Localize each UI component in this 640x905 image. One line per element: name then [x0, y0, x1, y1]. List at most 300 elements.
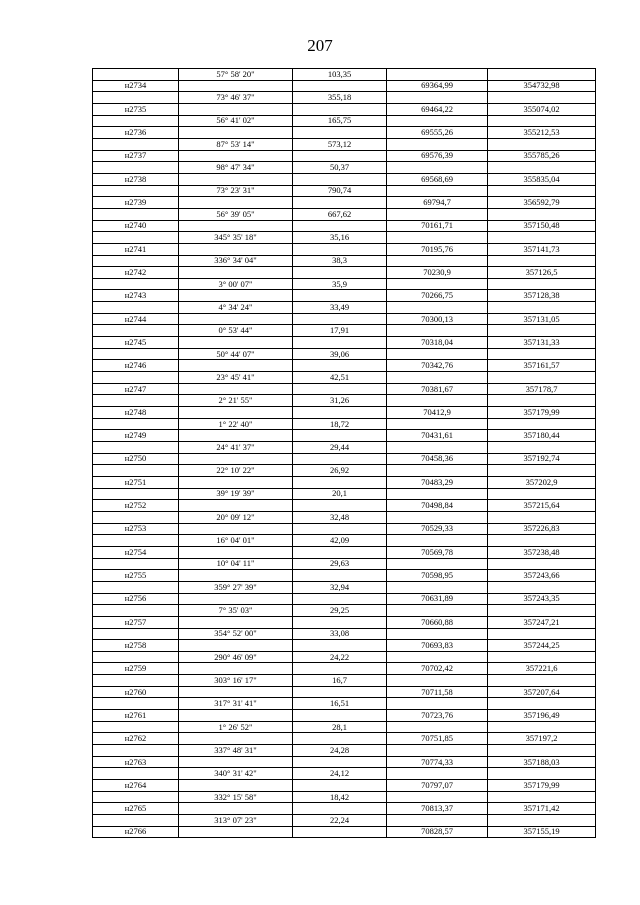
- segment-length-cell: [293, 220, 387, 232]
- segment-length-cell: 17,91: [293, 325, 387, 337]
- point-name-cell: [93, 115, 179, 127]
- point-name-cell: н2735: [93, 103, 179, 115]
- point-name-cell: н2765: [93, 803, 179, 815]
- y-coordinate-cell: 357180,44: [488, 430, 596, 442]
- segment-row: [93, 185, 596, 197]
- direction-angle-cell: 24° 41' 37": [179, 442, 293, 454]
- x-coordinate-cell: 70300,13: [387, 313, 488, 325]
- point-name-cell: н2759: [93, 663, 179, 675]
- segment-length-cell: [293, 640, 387, 652]
- segment-length-cell: 24,28: [293, 745, 387, 757]
- point-row: [93, 803, 596, 815]
- page-number: 207: [307, 36, 333, 55]
- direction-angle-cell: [179, 710, 293, 722]
- y-coordinate-cell: [488, 605, 596, 617]
- y-coordinate-cell: 357171,42: [488, 803, 596, 815]
- x-coordinate-cell: [387, 791, 488, 803]
- y-coordinate-cell: 357226,83: [488, 523, 596, 535]
- segment-length-cell: 18,42: [293, 791, 387, 803]
- x-coordinate-cell: 70529,33: [387, 523, 488, 535]
- segment-length-cell: 667,62: [293, 208, 387, 220]
- y-coordinate-cell: 354732,98: [488, 80, 596, 92]
- x-coordinate-cell: 70813,37: [387, 803, 488, 815]
- direction-angle-cell: [179, 80, 293, 92]
- x-coordinate-cell: 70631,89: [387, 593, 488, 605]
- point-row: [93, 383, 596, 395]
- point-name-cell: [93, 698, 179, 710]
- x-coordinate-cell: [387, 92, 488, 104]
- x-coordinate-cell: 70828,57: [387, 826, 488, 838]
- segment-length-cell: 103,35: [293, 69, 387, 81]
- point-name-cell: н2755: [93, 570, 179, 582]
- point-name-cell: н2741: [93, 243, 179, 255]
- x-coordinate-cell: 70266,75: [387, 290, 488, 302]
- y-coordinate-cell: 357221,6: [488, 663, 596, 675]
- point-name-cell: [93, 488, 179, 500]
- x-coordinate-cell: 69794,7: [387, 197, 488, 209]
- y-coordinate-cell: 357238,48: [488, 546, 596, 558]
- segment-row: [93, 162, 596, 174]
- direction-angle-cell: 354° 52' 00": [179, 628, 293, 640]
- point-name-cell: н2751: [93, 476, 179, 488]
- segment-length-cell: 38,3: [293, 255, 387, 267]
- x-coordinate-cell: [387, 651, 488, 663]
- point-name-cell: н2745: [93, 337, 179, 349]
- point-name-cell: [93, 721, 179, 733]
- point-row: [93, 220, 596, 232]
- point-name-cell: н2754: [93, 546, 179, 558]
- point-row: [93, 546, 596, 558]
- point-name-cell: н2761: [93, 710, 179, 722]
- x-coordinate-cell: 70797,07: [387, 780, 488, 792]
- point-name-cell: [93, 185, 179, 197]
- direction-angle-cell: 87° 53' 14": [179, 138, 293, 150]
- point-row: [93, 267, 596, 279]
- x-coordinate-cell: 69555,26: [387, 127, 488, 139]
- x-coordinate-cell: [387, 325, 488, 337]
- direction-angle-cell: 7° 35' 03": [179, 605, 293, 617]
- point-name-cell: н2760: [93, 686, 179, 698]
- point-name-cell: н2763: [93, 756, 179, 768]
- y-coordinate-cell: [488, 302, 596, 314]
- y-coordinate-cell: 355835,04: [488, 173, 596, 185]
- segment-length-cell: [293, 173, 387, 185]
- y-coordinate-cell: 357161,57: [488, 360, 596, 372]
- x-coordinate-cell: 70774,33: [387, 756, 488, 768]
- point-row: [93, 616, 596, 628]
- segment-length-cell: [293, 476, 387, 488]
- point-row: [93, 710, 596, 722]
- segment-length-cell: 165,75: [293, 115, 387, 127]
- x-coordinate-cell: 69568,69: [387, 173, 488, 185]
- y-coordinate-cell: 357207,64: [488, 686, 596, 698]
- direction-angle-cell: 4° 34' 24": [179, 302, 293, 314]
- y-coordinate-cell: [488, 115, 596, 127]
- x-coordinate-cell: 70723,76: [387, 710, 488, 722]
- segment-row: [93, 768, 596, 780]
- segment-row: [93, 581, 596, 593]
- x-coordinate-cell: [387, 488, 488, 500]
- y-coordinate-cell: 357128,38: [488, 290, 596, 302]
- point-row: [93, 150, 596, 162]
- direction-angle-cell: 3° 00' 07": [179, 278, 293, 290]
- y-coordinate-cell: [488, 372, 596, 384]
- point-row: [93, 407, 596, 419]
- point-name-cell: [93, 418, 179, 430]
- x-coordinate-cell: [387, 768, 488, 780]
- point-name-cell: [93, 232, 179, 244]
- direction-angle-cell: [179, 197, 293, 209]
- y-coordinate-cell: 357150,48: [488, 220, 596, 232]
- y-coordinate-cell: [488, 69, 596, 81]
- y-coordinate-cell: 357243,66: [488, 570, 596, 582]
- segment-length-cell: 573,12: [293, 138, 387, 150]
- point-name-cell: [93, 255, 179, 267]
- segment-length-cell: [293, 197, 387, 209]
- point-row: [93, 523, 596, 535]
- x-coordinate-cell: 70431,61: [387, 430, 488, 442]
- direction-angle-cell: 337° 48' 31": [179, 745, 293, 757]
- direction-angle-cell: [179, 150, 293, 162]
- point-name-cell: [93, 465, 179, 477]
- x-coordinate-cell: 70483,29: [387, 476, 488, 488]
- y-coordinate-cell: [488, 628, 596, 640]
- segment-row: [93, 675, 596, 687]
- direction-angle-cell: [179, 173, 293, 185]
- segment-length-cell: [293, 546, 387, 558]
- segment-length-cell: [293, 103, 387, 115]
- y-coordinate-cell: 357131,33: [488, 337, 596, 349]
- segment-length-cell: [293, 803, 387, 815]
- point-name-cell: [93, 768, 179, 780]
- segment-row: [93, 558, 596, 570]
- y-coordinate-cell: 355212,53: [488, 127, 596, 139]
- x-coordinate-cell: [387, 278, 488, 290]
- direction-angle-cell: [179, 756, 293, 768]
- direction-angle-cell: [179, 407, 293, 419]
- direction-angle-cell: [179, 663, 293, 675]
- segment-length-cell: [293, 360, 387, 372]
- segment-length-cell: 28,1: [293, 721, 387, 733]
- segment-length-cell: [293, 733, 387, 745]
- y-coordinate-cell: [488, 442, 596, 454]
- direction-angle-cell: 345° 35' 18": [179, 232, 293, 244]
- segment-length-cell: 24,22: [293, 651, 387, 663]
- x-coordinate-cell: 70195,76: [387, 243, 488, 255]
- direction-angle-cell: [179, 383, 293, 395]
- x-coordinate-cell: 69576,39: [387, 150, 488, 162]
- point-row: [93, 430, 596, 442]
- point-row: [93, 593, 596, 605]
- point-name-cell: [93, 138, 179, 150]
- direction-angle-cell: 313° 07' 23": [179, 815, 293, 827]
- y-coordinate-cell: [488, 208, 596, 220]
- point-name-cell: [93, 581, 179, 593]
- y-coordinate-cell: [488, 558, 596, 570]
- direction-angle-cell: 10° 04' 11": [179, 558, 293, 570]
- point-row: [93, 313, 596, 325]
- x-coordinate-cell: [387, 745, 488, 757]
- segment-length-cell: [293, 756, 387, 768]
- segment-row: [93, 815, 596, 827]
- point-row: [93, 640, 596, 652]
- point-name-cell: н2747: [93, 383, 179, 395]
- x-coordinate-cell: 70693,83: [387, 640, 488, 652]
- direction-angle-cell: [179, 453, 293, 465]
- segment-length-cell: [293, 570, 387, 582]
- x-coordinate-cell: 70498,84: [387, 500, 488, 512]
- y-coordinate-cell: [488, 535, 596, 547]
- segment-length-cell: 22,24: [293, 815, 387, 827]
- segment-row: [93, 418, 596, 430]
- segment-length-cell: [293, 616, 387, 628]
- x-coordinate-cell: 70412,9: [387, 407, 488, 419]
- segment-length-cell: [293, 127, 387, 139]
- segment-length-cell: 24,12: [293, 768, 387, 780]
- point-name-cell: н2740: [93, 220, 179, 232]
- segment-length-cell: [293, 337, 387, 349]
- segment-length-cell: 33,08: [293, 628, 387, 640]
- x-coordinate-cell: [387, 675, 488, 687]
- segment-row: [93, 208, 596, 220]
- point-row: [93, 103, 596, 115]
- point-name-cell: н2744: [93, 313, 179, 325]
- segment-row: [93, 698, 596, 710]
- segment-length-cell: 355,18: [293, 92, 387, 104]
- direction-angle-cell: [179, 476, 293, 488]
- point-row: [93, 756, 596, 768]
- point-row: [93, 243, 596, 255]
- direction-angle-cell: 20° 09' 12": [179, 511, 293, 523]
- y-coordinate-cell: 357202,9: [488, 476, 596, 488]
- x-coordinate-cell: [387, 628, 488, 640]
- y-coordinate-cell: 357243,35: [488, 593, 596, 605]
- y-coordinate-cell: 357131,05: [488, 313, 596, 325]
- y-coordinate-cell: [488, 488, 596, 500]
- point-name-cell: н2758: [93, 640, 179, 652]
- x-coordinate-cell: [387, 721, 488, 733]
- direction-angle-cell: 56° 41' 02": [179, 115, 293, 127]
- y-coordinate-cell: [488, 232, 596, 244]
- x-coordinate-cell: 70458,36: [387, 453, 488, 465]
- point-name-cell: [93, 535, 179, 547]
- point-name-cell: [93, 605, 179, 617]
- segment-length-cell: 29,63: [293, 558, 387, 570]
- direction-angle-cell: [179, 430, 293, 442]
- x-coordinate-cell: [387, 185, 488, 197]
- direction-angle-cell: [179, 290, 293, 302]
- segment-row: [93, 628, 596, 640]
- x-coordinate-cell: 70598,95: [387, 570, 488, 582]
- x-coordinate-cell: [387, 535, 488, 547]
- segment-length-cell: [293, 523, 387, 535]
- y-coordinate-cell: [488, 651, 596, 663]
- direction-angle-cell: 340° 31' 42": [179, 768, 293, 780]
- segment-row: [93, 488, 596, 500]
- segment-length-cell: [293, 243, 387, 255]
- direction-angle-cell: 2° 21' 55": [179, 395, 293, 407]
- point-name-cell: н2766: [93, 826, 179, 838]
- y-coordinate-cell: 357179,99: [488, 780, 596, 792]
- direction-angle-cell: 57° 58' 20": [179, 69, 293, 81]
- y-coordinate-cell: 357247,21: [488, 616, 596, 628]
- y-coordinate-cell: [488, 162, 596, 174]
- direction-angle-cell: 39° 19' 39": [179, 488, 293, 500]
- segment-length-cell: 35,16: [293, 232, 387, 244]
- direction-angle-cell: [179, 500, 293, 512]
- segment-row: [93, 372, 596, 384]
- segment-length-cell: [293, 430, 387, 442]
- point-name-cell: н2742: [93, 267, 179, 279]
- point-row: [93, 780, 596, 792]
- y-coordinate-cell: 357215,64: [488, 500, 596, 512]
- point-name-cell: [93, 791, 179, 803]
- x-coordinate-cell: 70381,67: [387, 383, 488, 395]
- direction-angle-cell: [179, 780, 293, 792]
- segment-length-cell: [293, 780, 387, 792]
- direction-angle-cell: 73° 46' 37": [179, 92, 293, 104]
- segment-row: [93, 138, 596, 150]
- point-row: [93, 80, 596, 92]
- point-name-cell: [93, 628, 179, 640]
- direction-angle-cell: [179, 733, 293, 745]
- segment-length-cell: 33,49: [293, 302, 387, 314]
- point-name-cell: [93, 278, 179, 290]
- point-name-cell: н2764: [93, 780, 179, 792]
- x-coordinate-cell: [387, 558, 488, 570]
- segment-length-cell: 35,9: [293, 278, 387, 290]
- y-coordinate-cell: [488, 418, 596, 430]
- y-coordinate-cell: [488, 815, 596, 827]
- x-coordinate-cell: [387, 442, 488, 454]
- direction-angle-cell: 23° 45' 41": [179, 372, 293, 384]
- segment-length-cell: 20,1: [293, 488, 387, 500]
- x-coordinate-cell: [387, 511, 488, 523]
- point-name-cell: н2753: [93, 523, 179, 535]
- x-coordinate-cell: [387, 232, 488, 244]
- segment-length-cell: 29,25: [293, 605, 387, 617]
- point-name-cell: [93, 815, 179, 827]
- segment-length-cell: 790,74: [293, 185, 387, 197]
- y-coordinate-cell: 357126,5: [488, 267, 596, 279]
- direction-angle-cell: [179, 593, 293, 605]
- segment-length-cell: [293, 663, 387, 675]
- direction-angle-cell: 1° 26' 52": [179, 721, 293, 733]
- x-coordinate-cell: [387, 162, 488, 174]
- direction-angle-cell: [179, 686, 293, 698]
- x-coordinate-cell: [387, 208, 488, 220]
- x-coordinate-cell: [387, 115, 488, 127]
- point-row: [93, 453, 596, 465]
- x-coordinate-cell: [387, 815, 488, 827]
- y-coordinate-cell: 357192,74: [488, 453, 596, 465]
- point-row: [93, 173, 596, 185]
- x-coordinate-cell: [387, 581, 488, 593]
- point-name-cell: [93, 651, 179, 663]
- segment-row: [93, 69, 596, 81]
- x-coordinate-cell: 70230,9: [387, 267, 488, 279]
- x-coordinate-cell: 69364,99: [387, 80, 488, 92]
- point-row: [93, 663, 596, 675]
- direction-angle-cell: [179, 360, 293, 372]
- point-name-cell: н2748: [93, 407, 179, 419]
- segment-length-cell: 32,48: [293, 511, 387, 523]
- segment-length-cell: [293, 453, 387, 465]
- segment-length-cell: 18,72: [293, 418, 387, 430]
- y-coordinate-cell: [488, 185, 596, 197]
- direction-angle-cell: 290° 46' 09": [179, 651, 293, 663]
- segment-length-cell: [293, 826, 387, 838]
- x-coordinate-cell: [387, 255, 488, 267]
- point-name-cell: н2738: [93, 173, 179, 185]
- point-name-cell: н2750: [93, 453, 179, 465]
- y-coordinate-cell: [488, 278, 596, 290]
- segment-row: [93, 465, 596, 477]
- segment-length-cell: [293, 80, 387, 92]
- x-coordinate-cell: [387, 372, 488, 384]
- segment-length-cell: [293, 686, 387, 698]
- segment-length-cell: 42,51: [293, 372, 387, 384]
- point-name-cell: н2736: [93, 127, 179, 139]
- direction-angle-cell: 317° 31' 41": [179, 698, 293, 710]
- segment-length-cell: 42,09: [293, 535, 387, 547]
- point-name-cell: [93, 302, 179, 314]
- segment-length-cell: 16,51: [293, 698, 387, 710]
- y-coordinate-cell: [488, 395, 596, 407]
- segment-length-cell: 32,94: [293, 581, 387, 593]
- point-row: [93, 127, 596, 139]
- direction-angle-cell: 303° 16' 17": [179, 675, 293, 687]
- y-coordinate-cell: 357197,2: [488, 733, 596, 745]
- point-row: [93, 570, 596, 582]
- segment-length-cell: 50,37: [293, 162, 387, 174]
- x-coordinate-cell: [387, 69, 488, 81]
- direction-angle-cell: 16° 04' 01": [179, 535, 293, 547]
- segment-length-cell: 26,92: [293, 465, 387, 477]
- segment-row: [93, 791, 596, 803]
- y-coordinate-cell: 355074,02: [488, 103, 596, 115]
- x-coordinate-cell: 70161,71: [387, 220, 488, 232]
- segment-row: [93, 511, 596, 523]
- x-coordinate-cell: 70751,85: [387, 733, 488, 745]
- segment-length-cell: [293, 313, 387, 325]
- y-coordinate-cell: [488, 348, 596, 360]
- segment-length-cell: 29,44: [293, 442, 387, 454]
- direction-angle-cell: [179, 220, 293, 232]
- direction-angle-cell: [179, 803, 293, 815]
- x-coordinate-cell: 69464,22: [387, 103, 488, 115]
- point-name-cell: н2749: [93, 430, 179, 442]
- point-name-cell: [93, 348, 179, 360]
- point-name-cell: н2739: [93, 197, 179, 209]
- segment-length-cell: [293, 383, 387, 395]
- segment-length-cell: [293, 407, 387, 419]
- point-row: [93, 500, 596, 512]
- direction-angle-cell: [179, 546, 293, 558]
- y-coordinate-cell: 357155,19: [488, 826, 596, 838]
- direction-angle-cell: [179, 616, 293, 628]
- point-name-cell: н2756: [93, 593, 179, 605]
- point-name-cell: н2762: [93, 733, 179, 745]
- y-coordinate-cell: 355785,26: [488, 150, 596, 162]
- segment-row: [93, 325, 596, 337]
- direction-angle-cell: 22° 10' 22": [179, 465, 293, 477]
- x-coordinate-cell: [387, 698, 488, 710]
- y-coordinate-cell: 357244,25: [488, 640, 596, 652]
- x-coordinate-cell: 70660,88: [387, 616, 488, 628]
- x-coordinate-cell: 70318,04: [387, 337, 488, 349]
- point-name-cell: [93, 745, 179, 757]
